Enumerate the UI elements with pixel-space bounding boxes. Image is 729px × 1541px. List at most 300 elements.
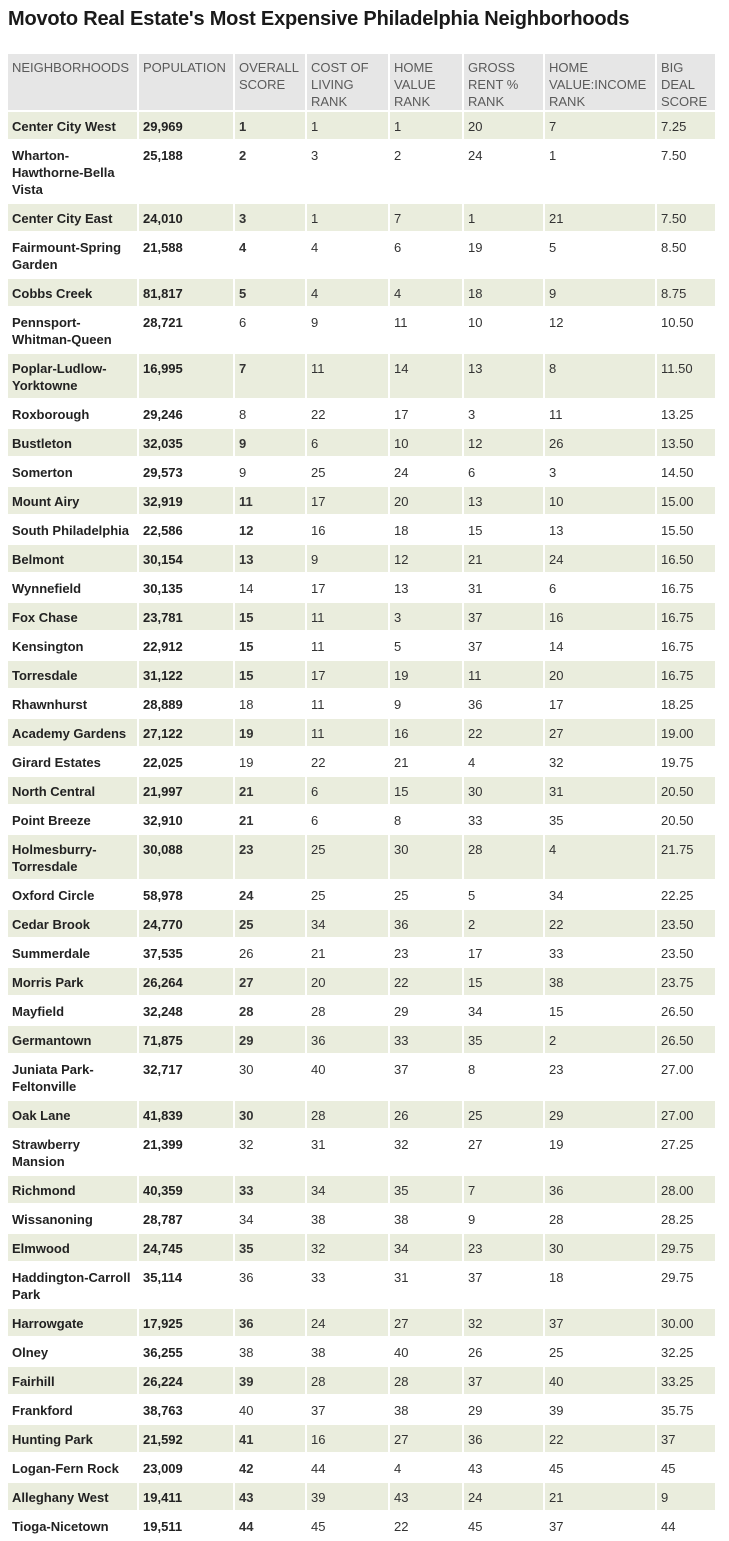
cell-gross-rent-rank: 12 <box>464 429 545 458</box>
cell-neighborhood: Elmwood <box>8 1234 139 1263</box>
cell-population: 38,763 <box>139 1396 235 1425</box>
cell-home-value-income-rank: 14 <box>545 632 657 661</box>
cell-population: 35,114 <box>139 1263 235 1309</box>
cell-population: 16,995 <box>139 354 235 400</box>
cell-big-deal-score: 26.50 <box>657 1026 715 1055</box>
cell-cost-of-living-rank: 31 <box>307 1130 390 1176</box>
cell-home-value-rank: 13 <box>390 574 464 603</box>
cell-home-value-rank: 2 <box>390 141 464 204</box>
table-row <box>8 968 715 997</box>
cell-cost-of-living-rank: 11 <box>307 690 390 719</box>
cell-big-deal-score: 7.50 <box>657 141 715 204</box>
cell-big-deal-score: 13.25 <box>657 400 715 429</box>
column-header-big-deal-score: BIG DEAL SCORE <box>657 54 715 112</box>
cell-cost-of-living-rank: 11 <box>307 603 390 632</box>
cell-overall-score: 14 <box>235 574 307 603</box>
cell-home-value-income-rank: 1 <box>545 141 657 204</box>
cell-cost-of-living-rank: 4 <box>307 233 390 279</box>
cell-cost-of-living-rank: 25 <box>307 881 390 910</box>
cell-neighborhood: Wynnefield <box>8 574 139 603</box>
cell-neighborhood: Girard Estates <box>8 748 139 777</box>
table-row <box>8 1176 715 1205</box>
cell-population: 32,910 <box>139 806 235 835</box>
cell-home-value-income-rank: 29 <box>545 1101 657 1130</box>
cell-gross-rent-rank: 34 <box>464 997 545 1026</box>
cell-big-deal-score: 29.75 <box>657 1263 715 1309</box>
cell-big-deal-score: 22.25 <box>657 881 715 910</box>
cell-home-value-income-rank: 38 <box>545 968 657 997</box>
cell-home-value-rank: 9 <box>390 690 464 719</box>
cell-overall-score: 1 <box>235 112 307 141</box>
cell-neighborhood: Fairhill <box>8 1367 139 1396</box>
cell-neighborhood: Oxford Circle <box>8 881 139 910</box>
cell-neighborhood: Oak Lane <box>8 1101 139 1130</box>
cell-big-deal-score: 20.50 <box>657 777 715 806</box>
cell-gross-rent-rank: 26 <box>464 1338 545 1367</box>
cell-big-deal-score: 27.00 <box>657 1055 715 1101</box>
cell-big-deal-score: 8.75 <box>657 279 715 308</box>
cell-gross-rent-rank: 8 <box>464 1055 545 1101</box>
cell-overall-score: 36 <box>235 1263 307 1309</box>
cell-big-deal-score: 29.75 <box>657 1234 715 1263</box>
table-row <box>8 516 715 545</box>
cell-cost-of-living-rank: 4 <box>307 279 390 308</box>
table-row <box>8 690 715 719</box>
cell-big-deal-score: 11.50 <box>657 354 715 400</box>
cell-home-value-income-rank: 37 <box>545 1309 657 1338</box>
cell-population: 24,770 <box>139 910 235 939</box>
cell-big-deal-score: 20.50 <box>657 806 715 835</box>
cell-home-value-income-rank: 33 <box>545 939 657 968</box>
cell-population: 19,511 <box>139 1512 235 1541</box>
table-row <box>8 141 715 204</box>
cell-overall-score: 25 <box>235 910 307 939</box>
cell-population: 23,781 <box>139 603 235 632</box>
cell-home-value-rank: 23 <box>390 939 464 968</box>
cell-gross-rent-rank: 22 <box>464 719 545 748</box>
cell-cost-of-living-rank: 17 <box>307 661 390 690</box>
cell-big-deal-score: 27.00 <box>657 1101 715 1130</box>
cell-gross-rent-rank: 36 <box>464 1425 545 1454</box>
cell-cost-of-living-rank: 40 <box>307 1055 390 1101</box>
cell-gross-rent-rank: 32 <box>464 1309 545 1338</box>
cell-population: 28,787 <box>139 1205 235 1234</box>
cell-gross-rent-rank: 37 <box>464 1263 545 1309</box>
cell-gross-rent-rank: 37 <box>464 632 545 661</box>
cell-neighborhood: Germantown <box>8 1026 139 1055</box>
cell-home-value-income-rank: 5 <box>545 233 657 279</box>
cell-home-value-rank: 25 <box>390 881 464 910</box>
cell-cost-of-living-rank: 45 <box>307 1512 390 1541</box>
table-row <box>8 1483 715 1512</box>
table-row <box>8 279 715 308</box>
cell-population: 22,025 <box>139 748 235 777</box>
cell-home-value-income-rank: 26 <box>545 429 657 458</box>
table-row <box>8 1101 715 1130</box>
cell-population: 81,817 <box>139 279 235 308</box>
cell-home-value-income-rank: 4 <box>545 835 657 881</box>
cell-population: 32,717 <box>139 1055 235 1101</box>
cell-big-deal-score: 15.00 <box>657 487 715 516</box>
cell-home-value-income-rank: 17 <box>545 690 657 719</box>
cell-cost-of-living-rank: 9 <box>307 308 390 354</box>
cell-overall-score: 36 <box>235 1309 307 1338</box>
cell-cost-of-living-rank: 17 <box>307 574 390 603</box>
cell-population: 29,573 <box>139 458 235 487</box>
cell-overall-score: 32 <box>235 1130 307 1176</box>
cell-overall-score: 24 <box>235 881 307 910</box>
table-row <box>8 748 715 777</box>
cell-home-value-rank: 4 <box>390 279 464 308</box>
cell-neighborhood: Belmont <box>8 545 139 574</box>
table-row <box>8 806 715 835</box>
cell-population: 21,399 <box>139 1130 235 1176</box>
table-row <box>8 1512 715 1541</box>
cell-home-value-rank: 31 <box>390 1263 464 1309</box>
cell-overall-score: 3 <box>235 204 307 233</box>
cell-home-value-rank: 5 <box>390 632 464 661</box>
cell-home-value-rank: 16 <box>390 719 464 748</box>
cell-home-value-rank: 26 <box>390 1101 464 1130</box>
cell-home-value-income-rank: 6 <box>545 574 657 603</box>
cell-gross-rent-rank: 35 <box>464 1026 545 1055</box>
cell-home-value-income-rank: 30 <box>545 1234 657 1263</box>
cell-home-value-income-rank: 32 <box>545 748 657 777</box>
cell-overall-score: 44 <box>235 1512 307 1541</box>
cell-gross-rent-rank: 9 <box>464 1205 545 1234</box>
cell-gross-rent-rank: 27 <box>464 1130 545 1176</box>
cell-gross-rent-rank: 11 <box>464 661 545 690</box>
cell-big-deal-score: 27.25 <box>657 1130 715 1176</box>
cell-gross-rent-rank: 3 <box>464 400 545 429</box>
cell-home-value-rank: 30 <box>390 835 464 881</box>
column-header-home-value-rank: HOME VALUE RANK <box>390 54 464 112</box>
cell-gross-rent-rank: 24 <box>464 141 545 204</box>
cell-overall-score: 27 <box>235 968 307 997</box>
cell-cost-of-living-rank: 22 <box>307 400 390 429</box>
cell-home-value-income-rank: 21 <box>545 204 657 233</box>
cell-cost-of-living-rank: 11 <box>307 632 390 661</box>
cell-population: 21,588 <box>139 233 235 279</box>
cell-cost-of-living-rank: 1 <box>307 112 390 141</box>
cell-cost-of-living-rank: 38 <box>307 1338 390 1367</box>
cell-neighborhood: Summerdale <box>8 939 139 968</box>
cell-neighborhood: Poplar-Ludlow-Yorktowne <box>8 354 139 400</box>
cell-population: 32,919 <box>139 487 235 516</box>
cell-home-value-rank: 17 <box>390 400 464 429</box>
table-row <box>8 603 715 632</box>
cell-big-deal-score: 23.50 <box>657 910 715 939</box>
cell-big-deal-score: 19.00 <box>657 719 715 748</box>
cell-neighborhood: Olney <box>8 1338 139 1367</box>
cell-big-deal-score: 14.50 <box>657 458 715 487</box>
cell-big-deal-score: 16.50 <box>657 545 715 574</box>
cell-overall-score: 15 <box>235 603 307 632</box>
cell-home-value-income-rank: 37 <box>545 1512 657 1541</box>
cell-neighborhood: Kensington <box>8 632 139 661</box>
cell-home-value-income-rank: 40 <box>545 1367 657 1396</box>
cell-home-value-rank: 29 <box>390 997 464 1026</box>
table-row <box>8 1055 715 1101</box>
cell-cost-of-living-rank: 28 <box>307 1101 390 1130</box>
table-row <box>8 458 715 487</box>
cell-gross-rent-rank: 10 <box>464 308 545 354</box>
cell-home-value-income-rank: 35 <box>545 806 657 835</box>
cell-home-value-income-rank: 21 <box>545 1483 657 1512</box>
cell-population: 24,745 <box>139 1234 235 1263</box>
cell-gross-rent-rank: 36 <box>464 690 545 719</box>
cell-neighborhood: Cobbs Creek <box>8 279 139 308</box>
cell-cost-of-living-rank: 21 <box>307 939 390 968</box>
cell-population: 40,359 <box>139 1176 235 1205</box>
table-row <box>8 777 715 806</box>
cell-home-value-rank: 27 <box>390 1425 464 1454</box>
table-row <box>8 1338 715 1367</box>
cell-cost-of-living-rank: 25 <box>307 835 390 881</box>
cell-overall-score: 40 <box>235 1396 307 1425</box>
cell-gross-rent-rank: 19 <box>464 233 545 279</box>
cell-neighborhood: Fox Chase <box>8 603 139 632</box>
cell-home-value-income-rank: 15 <box>545 997 657 1026</box>
cell-home-value-rank: 33 <box>390 1026 464 1055</box>
cell-gross-rent-rank: 6 <box>464 458 545 487</box>
table-row <box>8 1205 715 1234</box>
cell-cost-of-living-rank: 6 <box>307 806 390 835</box>
cell-home-value-rank: 20 <box>390 487 464 516</box>
cell-big-deal-score: 10.50 <box>657 308 715 354</box>
cell-neighborhood: Bustleton <box>8 429 139 458</box>
cell-big-deal-score: 16.75 <box>657 574 715 603</box>
cell-overall-score: 39 <box>235 1367 307 1396</box>
cell-big-deal-score: 30.00 <box>657 1309 715 1338</box>
cell-big-deal-score: 32.25 <box>657 1338 715 1367</box>
table-row <box>8 308 715 354</box>
cell-population: 58,978 <box>139 881 235 910</box>
cell-gross-rent-rank: 18 <box>464 279 545 308</box>
table-row <box>8 1263 715 1309</box>
cell-population: 17,925 <box>139 1309 235 1338</box>
column-header-gross-rent-rank: GROSS RENT % RANK <box>464 54 545 112</box>
cell-population: 28,721 <box>139 308 235 354</box>
cell-home-value-income-rank: 23 <box>545 1055 657 1101</box>
cell-cost-of-living-rank: 33 <box>307 1263 390 1309</box>
cell-big-deal-score: 15.50 <box>657 516 715 545</box>
cell-gross-rent-rank: 7 <box>464 1176 545 1205</box>
cell-home-value-income-rank: 25 <box>545 1338 657 1367</box>
cell-big-deal-score: 23.50 <box>657 939 715 968</box>
cell-overall-score: 9 <box>235 429 307 458</box>
cell-home-value-income-rank: 12 <box>545 308 657 354</box>
cell-big-deal-score: 44 <box>657 1512 715 1541</box>
cell-home-value-income-rank: 19 <box>545 1130 657 1176</box>
cell-overall-score: 12 <box>235 516 307 545</box>
table-body <box>8 112 715 1541</box>
table-row <box>8 1367 715 1396</box>
cell-cost-of-living-rank: 6 <box>307 777 390 806</box>
cell-home-value-income-rank: 45 <box>545 1454 657 1483</box>
cell-cost-of-living-rank: 28 <box>307 997 390 1026</box>
cell-gross-rent-rank: 4 <box>464 748 545 777</box>
cell-gross-rent-rank: 23 <box>464 1234 545 1263</box>
cell-cost-of-living-rank: 28 <box>307 1367 390 1396</box>
cell-cost-of-living-rank: 44 <box>307 1454 390 1483</box>
cell-home-value-income-rank: 10 <box>545 487 657 516</box>
cell-home-value-rank: 28 <box>390 1367 464 1396</box>
table-row <box>8 354 715 400</box>
table-row <box>8 1309 715 1338</box>
column-header-population: POPULATION <box>139 54 235 112</box>
cell-home-value-income-rank: 16 <box>545 603 657 632</box>
cell-overall-score: 33 <box>235 1176 307 1205</box>
cell-home-value-income-rank: 28 <box>545 1205 657 1234</box>
cell-home-value-income-rank: 3 <box>545 458 657 487</box>
cell-home-value-income-rank: 36 <box>545 1176 657 1205</box>
cell-neighborhood: Point Breeze <box>8 806 139 835</box>
cell-gross-rent-rank: 30 <box>464 777 545 806</box>
cell-big-deal-score: 45 <box>657 1454 715 1483</box>
cell-cost-of-living-rank: 36 <box>307 1026 390 1055</box>
table-row <box>8 661 715 690</box>
cell-cost-of-living-rank: 20 <box>307 968 390 997</box>
cell-neighborhood: Richmond <box>8 1176 139 1205</box>
cell-home-value-rank: 38 <box>390 1396 464 1425</box>
cell-overall-score: 2 <box>235 141 307 204</box>
page-title: Movoto Real Estate's Most Expensive Philadelphia Neighborhoods <box>8 8 630 30</box>
cell-home-value-income-rank: 34 <box>545 881 657 910</box>
table-row <box>8 632 715 661</box>
cell-population: 31,122 <box>139 661 235 690</box>
cell-home-value-rank: 24 <box>390 458 464 487</box>
cell-overall-score: 8 <box>235 400 307 429</box>
table-row <box>8 545 715 574</box>
cell-overall-score: 11 <box>235 487 307 516</box>
cell-overall-score: 30 <box>235 1055 307 1101</box>
table-row <box>8 881 715 910</box>
cell-cost-of-living-rank: 32 <box>307 1234 390 1263</box>
cell-gross-rent-rank: 24 <box>464 1483 545 1512</box>
cell-big-deal-score: 26.50 <box>657 997 715 1026</box>
cell-gross-rent-rank: 43 <box>464 1454 545 1483</box>
cell-big-deal-score: 37 <box>657 1425 715 1454</box>
cell-overall-score: 18 <box>235 690 307 719</box>
cell-neighborhood: Holmesburry-Torresdale <box>8 835 139 881</box>
cell-home-value-rank: 19 <box>390 661 464 690</box>
cell-population: 29,246 <box>139 400 235 429</box>
neighborhoods-table <box>8 54 715 1541</box>
table-row <box>8 939 715 968</box>
cell-overall-score: 43 <box>235 1483 307 1512</box>
cell-gross-rent-rank: 5 <box>464 881 545 910</box>
cell-cost-of-living-rank: 17 <box>307 487 390 516</box>
cell-home-value-income-rank: 39 <box>545 1396 657 1425</box>
table-row <box>8 1026 715 1055</box>
cell-overall-score: 26 <box>235 939 307 968</box>
cell-home-value-rank: 12 <box>390 545 464 574</box>
cell-neighborhood: Morris Park <box>8 968 139 997</box>
cell-population: 32,248 <box>139 997 235 1026</box>
cell-gross-rent-rank: 33 <box>464 806 545 835</box>
cell-big-deal-score: 28.00 <box>657 1176 715 1205</box>
cell-neighborhood: Roxborough <box>8 400 139 429</box>
cell-population: 25,188 <box>139 141 235 204</box>
table-row <box>8 574 715 603</box>
cell-overall-score: 21 <box>235 777 307 806</box>
cell-big-deal-score: 33.25 <box>657 1367 715 1396</box>
cell-home-value-income-rank: 11 <box>545 400 657 429</box>
cell-gross-rent-rank: 45 <box>464 1512 545 1541</box>
cell-home-value-income-rank: 20 <box>545 661 657 690</box>
table-row <box>8 233 715 279</box>
cell-neighborhood: Center City West <box>8 112 139 141</box>
cell-neighborhood: Logan-Fern Rock <box>8 1454 139 1483</box>
cell-cost-of-living-rank: 16 <box>307 1425 390 1454</box>
cell-neighborhood: Rhawnhurst <box>8 690 139 719</box>
cell-population: 22,912 <box>139 632 235 661</box>
cell-big-deal-score: 18.25 <box>657 690 715 719</box>
cell-population: 21,997 <box>139 777 235 806</box>
cell-neighborhood: Somerton <box>8 458 139 487</box>
cell-neighborhood: North Central <box>8 777 139 806</box>
cell-gross-rent-rank: 17 <box>464 939 545 968</box>
cell-overall-score: 42 <box>235 1454 307 1483</box>
table-row <box>8 997 715 1026</box>
cell-gross-rent-rank: 20 <box>464 112 545 141</box>
cell-cost-of-living-rank: 37 <box>307 1396 390 1425</box>
cell-overall-score: 19 <box>235 719 307 748</box>
cell-home-value-income-rank: 31 <box>545 777 657 806</box>
cell-big-deal-score: 9 <box>657 1483 715 1512</box>
cell-cost-of-living-rank: 6 <box>307 429 390 458</box>
cell-big-deal-score: 19.75 <box>657 748 715 777</box>
cell-overall-score: 29 <box>235 1026 307 1055</box>
cell-gross-rent-rank: 28 <box>464 835 545 881</box>
cell-population: 30,154 <box>139 545 235 574</box>
cell-population: 26,264 <box>139 968 235 997</box>
cell-home-value-rank: 1 <box>390 112 464 141</box>
cell-home-value-rank: 21 <box>390 748 464 777</box>
cell-home-value-rank: 34 <box>390 1234 464 1263</box>
cell-home-value-income-rank: 8 <box>545 354 657 400</box>
cell-home-value-income-rank: 18 <box>545 1263 657 1309</box>
table-row <box>8 204 715 233</box>
cell-home-value-rank: 14 <box>390 354 464 400</box>
cell-big-deal-score: 16.75 <box>657 661 715 690</box>
cell-neighborhood: Alleghany West <box>8 1483 139 1512</box>
cell-gross-rent-rank: 15 <box>464 516 545 545</box>
cell-population: 26,224 <box>139 1367 235 1396</box>
cell-home-value-income-rank: 7 <box>545 112 657 141</box>
table-row <box>8 112 715 141</box>
cell-overall-score: 19 <box>235 748 307 777</box>
cell-cost-of-living-rank: 11 <box>307 354 390 400</box>
table-row <box>8 429 715 458</box>
table-row <box>8 719 715 748</box>
cell-overall-score: 5 <box>235 279 307 308</box>
cell-neighborhood: Hunting Park <box>8 1425 139 1454</box>
cell-neighborhood: Frankford <box>8 1396 139 1425</box>
cell-neighborhood: Haddington-Carroll Park <box>8 1263 139 1309</box>
cell-overall-score: 13 <box>235 545 307 574</box>
cell-overall-score: 38 <box>235 1338 307 1367</box>
cell-home-value-rank: 32 <box>390 1130 464 1176</box>
cell-overall-score: 34 <box>235 1205 307 1234</box>
cell-cost-of-living-rank: 38 <box>307 1205 390 1234</box>
cell-home-value-income-rank: 2 <box>545 1026 657 1055</box>
cell-gross-rent-rank: 1 <box>464 204 545 233</box>
cell-population: 32,035 <box>139 429 235 458</box>
cell-neighborhood: Center City East <box>8 204 139 233</box>
cell-big-deal-score: 8.50 <box>657 233 715 279</box>
